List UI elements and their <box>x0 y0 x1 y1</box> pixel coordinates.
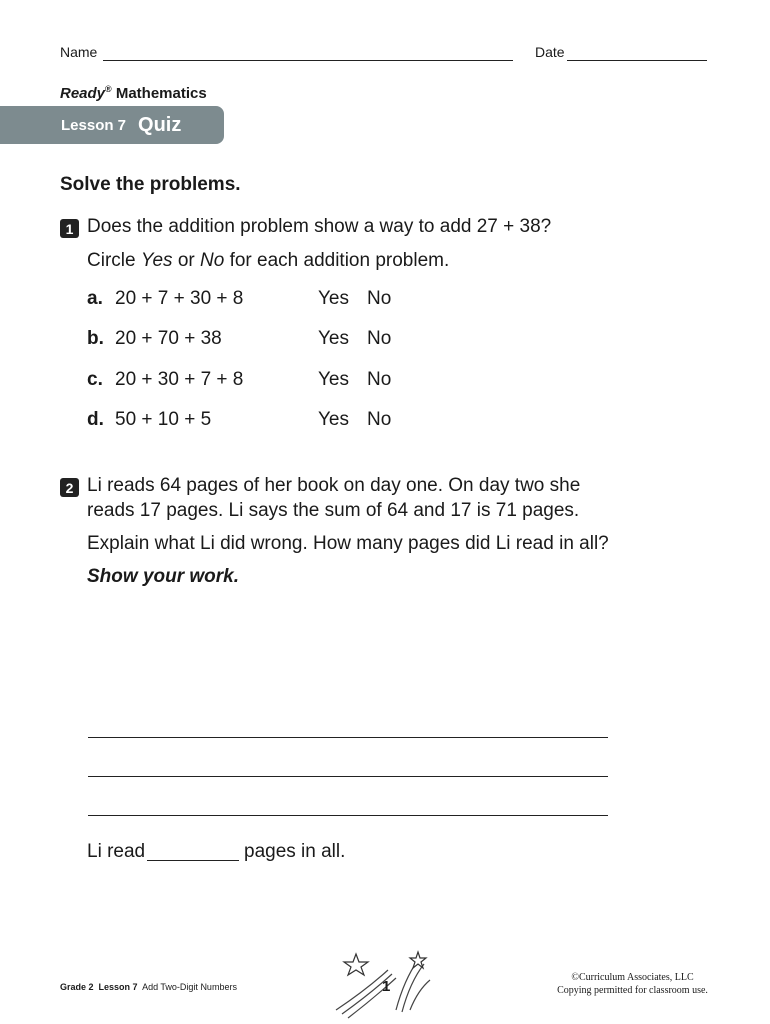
no-choice[interactable]: No <box>367 288 392 309</box>
yes-choice[interactable]: Yes <box>318 328 349 349</box>
copyright-line: Copying permitted for classroom use. <box>557 985 708 996</box>
item-letter: a. <box>87 288 103 309</box>
no-choice[interactable]: No <box>367 369 392 390</box>
lesson-title: Quiz <box>138 113 182 136</box>
answer-line[interactable] <box>88 776 608 777</box>
show-work-instruction: Show your work. <box>87 566 240 587</box>
question-2-line-2: reads 17 pages. Li says the sum of 64 and 17 is 71 pages. <box>87 500 580 521</box>
date-field[interactable] <box>567 60 707 61</box>
item-expression: 50 + 10 + 5 <box>115 409 212 430</box>
item-letter: d. <box>87 409 104 430</box>
program-brand <box>60 84 207 102</box>
lesson-banner <box>0 106 224 144</box>
item-expression: 20 + 30 + 7 + 8 <box>115 369 244 390</box>
answer-prefix: Li read <box>87 841 146 862</box>
footer-course-info <box>60 982 237 992</box>
direction-text: Circle <box>87 250 141 271</box>
question-2-line-3: Explain what Li did wrong. How many pages did Li read in all? <box>87 533 609 554</box>
footer-grade: Grade 2 <box>60 982 94 992</box>
item-letter: c. <box>87 369 103 390</box>
copyright-notice <box>520 971 745 997</box>
page-number: 1 <box>382 978 391 995</box>
yes-choice[interactable]: Yes <box>318 288 349 309</box>
footer-topic: Add Two-Digit Numbers <box>142 982 237 992</box>
question-1-direction <box>87 248 449 273</box>
item-expression: 20 + 70 + 38 <box>115 328 222 349</box>
no-choice[interactable]: No <box>367 328 392 349</box>
footer-lesson: Lesson 7 <box>98 982 138 992</box>
direction-text: or <box>172 250 200 271</box>
question-1-prompt: Does the addition problem show a way to add 27 + 38? <box>87 216 552 237</box>
brand-program: Mathematics <box>115 85 207 102</box>
question-1-number: 1 <box>60 219 79 238</box>
pages-answer-blank[interactable] <box>147 860 239 861</box>
item-expression: 20 + 7 + 30 + 8 <box>115 288 244 309</box>
name-label: Name <box>60 44 98 60</box>
name-field[interactable] <box>103 60 513 61</box>
no-choice[interactable]: No <box>367 409 392 430</box>
date-label: Date <box>535 44 565 60</box>
question-2-number: 2 <box>60 478 79 497</box>
copyright-line: ©Curriculum Associates, LLC <box>571 972 694 983</box>
shooting-stars-icon <box>326 950 436 1020</box>
yes-choice[interactable]: Yes <box>318 409 349 430</box>
brand-ready: Ready <box>60 85 106 102</box>
instructions: Solve the problems. <box>60 174 241 195</box>
direction-yes: Yes <box>140 250 173 271</box>
lesson-label: Lesson 7 <box>61 116 127 134</box>
answer-line[interactable] <box>88 815 608 816</box>
registered-mark: ® <box>105 84 112 94</box>
direction-text: for each addition problem. <box>224 250 450 271</box>
direction-no: No <box>200 250 225 271</box>
question-2-line-1: Li reads 64 pages of her book on day one. On day two she <box>87 475 581 496</box>
answer-suffix: pages in all. <box>244 841 346 862</box>
item-letter: b. <box>87 328 104 349</box>
yes-choice[interactable]: Yes <box>318 369 349 390</box>
answer-line[interactable] <box>88 737 608 738</box>
